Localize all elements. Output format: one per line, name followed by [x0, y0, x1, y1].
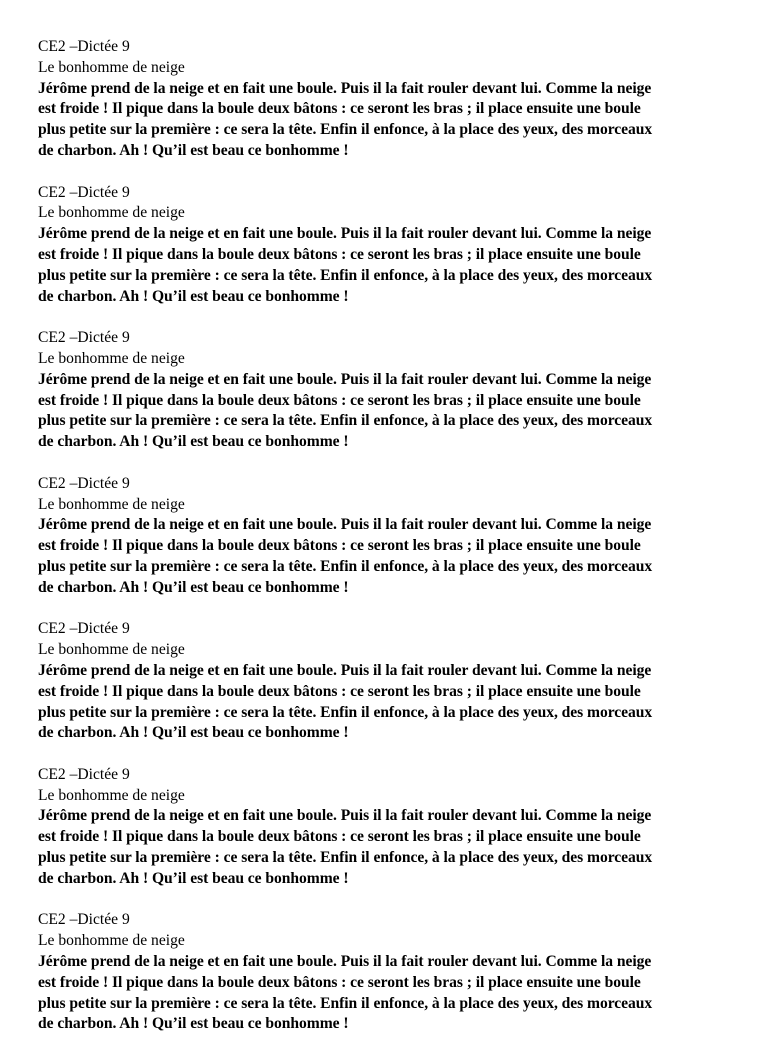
- dictation-title: CE2 –Dictée 9: [38, 911, 130, 929]
- dictation-subtitle: Le bonhomme de neige: [38, 349, 185, 367]
- dictation-line: de charbon. Ah ! Qu’il est beau ce bonhomme !: [38, 1015, 349, 1033]
- dictation-line: Jérôme prend de la neige et en fait une boule. Puis il la fait rouler devant lui. Comme la neige: [38, 79, 652, 97]
- dictation-line: de charbon. Ah ! Qu’il est beau ce bonhomme !: [38, 578, 349, 596]
- dictation-subtitle: Le bonhomme de neige: [38, 932, 185, 950]
- dictation-line: est froide ! Il pique dans la boule deux bâtons : ce seront les bras ; il place ensuite une boule: [38, 391, 641, 409]
- dictation-line: est froide ! Il pique dans la boule deux bâtons : ce seront les bras ; il place ensuite une boule: [38, 245, 641, 263]
- dictation-title: CE2 –Dictée 9: [38, 765, 130, 783]
- dictation-subtitle: Le bonhomme de neige: [38, 58, 185, 76]
- dictation-title: CE2 –Dictée 9: [38, 474, 130, 492]
- dictation-block: [38, 619, 738, 744]
- dictation-subtitle: Le bonhomme de neige: [38, 786, 185, 804]
- dictation-line: de charbon. Ah ! Qu’il est beau ce bonhomme !: [38, 433, 349, 451]
- dictation-text: [38, 806, 728, 889]
- dictation-block: [38, 183, 738, 308]
- dictation-line: Jérôme prend de la neige et en fait une boule. Puis il la fait rouler devant lui. Comme la neige: [38, 807, 652, 825]
- dictation-line: plus petite sur la première : ce sera la tête. Enfin il enfonce, à la place des yeux, des morceaux: [38, 849, 653, 867]
- dictation-text: [38, 515, 728, 598]
- dictation-line: plus petite sur la première : ce sera la tête. Enfin il enfonce, à la place des yeux, des morceaux: [38, 557, 653, 575]
- dictation-title: CE2 –Dictée 9: [38, 38, 130, 55]
- dictation-line: est froide ! Il pique dans la boule deux bâtons : ce seront les bras ; il place ensuite une boule: [38, 973, 641, 991]
- dictation-text: [38, 952, 728, 1035]
- dictation-text: [38, 224, 728, 307]
- dictation-title: CE2 –Dictée 9: [38, 183, 130, 201]
- dictation-title: CE2 –Dictée 9: [38, 620, 130, 638]
- dictation-subtitle: Le bonhomme de neige: [38, 204, 185, 222]
- dictation-line: plus petite sur la première : ce sera la tête. Enfin il enfonce, à la place des yeux, des morceaux: [38, 703, 653, 721]
- dictation-title: CE2 –Dictée 9: [38, 329, 130, 347]
- dictation-line: est froide ! Il pique dans la boule deux bâtons : ce seront les bras ; il place ensuite une boule: [38, 828, 641, 846]
- dictation-block: [38, 474, 738, 599]
- dictation-text: [38, 79, 728, 162]
- dictation-line: plus petite sur la première : ce sera la tête. Enfin il enfonce, à la place des yeux, des morceaux: [38, 266, 653, 284]
- dictation-line: est froide ! Il pique dans la boule deux bâtons : ce seront les bras ; il place ensuite une boule: [38, 537, 641, 555]
- dictation-block: [38, 910, 738, 1035]
- dictation-text: [38, 370, 728, 453]
- dictation-line: plus petite sur la première : ce sera la tête. Enfin il enfonce, à la place des yeux, des morceaux: [38, 994, 653, 1012]
- dictation-subtitle: Le bonhomme de neige: [38, 495, 185, 513]
- dictation-line: Jérôme prend de la neige et en fait une boule. Puis il la fait rouler devant lui. Comme la neige: [38, 516, 652, 534]
- dictation-block: [38, 328, 738, 453]
- dictation-line: Jérôme prend de la neige et en fait une boule. Puis il la fait rouler devant lui. Comme la neige: [38, 953, 652, 971]
- dictation-line: plus petite sur la première : ce sera la tête. Enfin il enfonce, à la place des yeux, des morceaux: [38, 412, 653, 430]
- dictation-line: est froide ! Il pique dans la boule deux bâtons : ce seront les bras ; il place ensuite une boule: [38, 682, 641, 700]
- dictation-line: plus petite sur la première : ce sera la tête. Enfin il enfonce, à la place des yeux, des morceaux: [38, 121, 653, 139]
- dictation-line: de charbon. Ah ! Qu’il est beau ce bonhomme !: [38, 724, 349, 742]
- dictation-line: Jérôme prend de la neige et en fait une boule. Puis il la fait rouler devant lui. Comme la neige: [38, 225, 652, 243]
- dictation-block: [38, 765, 738, 890]
- dictation-text: [38, 661, 728, 744]
- dictation-line: de charbon. Ah ! Qu’il est beau ce bonhomme !: [38, 287, 349, 305]
- dictation-line: Jérôme prend de la neige et en fait une boule. Puis il la fait rouler devant lui. Comme la neige: [38, 370, 652, 388]
- dictation-line: de charbon. Ah ! Qu’il est beau ce bonhomme !: [38, 869, 349, 887]
- dictation-line: de charbon. Ah ! Qu’il est beau ce bonhomme !: [38, 141, 349, 159]
- document-page: [38, 37, 738, 1056]
- dictation-line: est froide ! Il pique dans la boule deux bâtons : ce seront les bras ; il place ensuite une boule: [38, 100, 641, 118]
- dictation-subtitle: Le bonhomme de neige: [38, 641, 185, 659]
- dictation-block: [38, 37, 738, 162]
- dictation-line: Jérôme prend de la neige et en fait une boule. Puis il la fait rouler devant lui. Comme la neige: [38, 661, 652, 679]
